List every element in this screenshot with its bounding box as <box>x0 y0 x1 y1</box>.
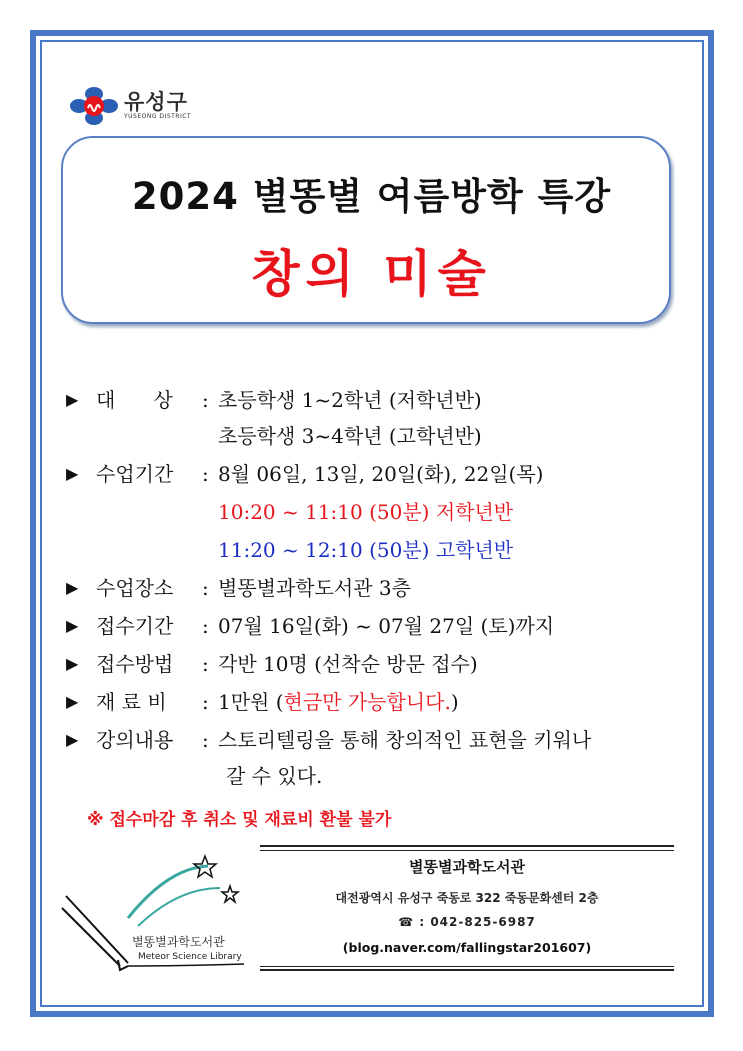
logo-korean-text: 유성구 <box>124 90 188 114</box>
library-phone: ☎ : 042-825-6987 <box>398 915 536 929</box>
page-subtitle: 창의 미술 <box>251 245 492 303</box>
reception-method-label: 접수방법 <box>96 652 174 676</box>
fee-value-cash-only: 현금만 가능합니다. <box>283 690 451 714</box>
fee-label: 재 료 비 <box>96 690 167 714</box>
yuseong-emblem-icon <box>70 86 118 126</box>
period-dates: 8월 06일, 13일, 20일(화), 22일(목) <box>218 462 544 486</box>
logo-english-text: YUSEONG DISTRICT <box>124 113 192 120</box>
place-sep: : <box>202 576 209 600</box>
info-row-target-2 <box>66 419 706 453</box>
rule-top-thick <box>260 845 674 847</box>
content-sep: : <box>202 728 209 752</box>
info-row-reception-method <box>66 647 706 681</box>
content-value-1: 스토리텔링을 통해 창의적인 표현을 키워나 <box>218 728 592 752</box>
info-row-target <box>66 383 706 417</box>
info-row-time-low <box>66 495 706 529</box>
rule-bottom-thin <box>260 966 674 967</box>
bullet-arrow-icon: ▶ <box>66 390 79 409</box>
library-name: 별똥별과학도서관 <box>409 858 525 876</box>
library-logo-english: Meteor Science Library <box>138 952 242 962</box>
bullet-arrow-icon: ▶ <box>66 464 79 483</box>
place-label: 수업장소 <box>96 576 174 600</box>
bullet-arrow-icon: ▶ <box>66 692 79 711</box>
reception-period-label: 접수기간 <box>96 614 174 638</box>
bullet-arrow-icon: ▶ <box>66 654 79 673</box>
library-address: 대전광역시 유성구 죽동로 322 죽동문화센터 2층 <box>335 891 599 905</box>
fee-value <box>218 685 459 719</box>
info-row-place <box>66 571 706 605</box>
fee-value-post: ) <box>450 690 459 714</box>
period-time-low: 10:20 ~ 11:10 (50분) 저학년반 <box>218 500 514 524</box>
period-time-high: 11:20 ~ 12:10 (50분) 고학년반 <box>218 538 514 562</box>
info-row-content-2 <box>66 759 706 793</box>
yuseong-logo <box>70 86 191 126</box>
reception-period-value: 07월 16일(화) ~ 07월 27일 (토)까지 <box>218 614 555 638</box>
fee-sep: : <box>202 690 209 714</box>
place-value: 별똥별과학도서관 3층 <box>218 576 411 600</box>
content-value-2: 갈 수 있다. <box>226 764 323 788</box>
reception-method-value: 각반 10명 (선착순 방문 접수) <box>218 652 478 676</box>
bullet-arrow-icon: ▶ <box>66 578 79 597</box>
rule-bottom-thick <box>260 969 674 971</box>
target-label: 대 상 <box>96 388 173 412</box>
target-value-2: 초등학생 3~4학년 (고학년반) <box>218 424 482 448</box>
info-row-fee <box>66 685 706 719</box>
info-row-time-high <box>66 533 706 567</box>
reception-period-sep: : <box>202 614 209 638</box>
bullet-arrow-icon: ▶ <box>66 616 79 635</box>
notice-text: ※ 접수마감 후 취소 및 재료비 환불 불가 <box>87 810 392 830</box>
bullet-arrow-icon: ▶ <box>66 730 79 749</box>
page-title: 2024 별똥별 여름방학 특강 <box>131 175 612 218</box>
content-label: 강의내용 <box>96 728 174 752</box>
period-sep: : <box>202 462 209 486</box>
reception-method-sep: : <box>202 652 209 676</box>
fee-value-pre: 1만원 ( <box>218 690 284 714</box>
info-row-period <box>66 457 706 491</box>
info-row-reception-period <box>66 609 706 643</box>
target-value-1: 초등학생 1~2학년 (저학년반) <box>218 388 482 412</box>
rule-top-thin <box>260 850 674 851</box>
info-row-content <box>66 723 706 757</box>
library-logo-korean: 별똥별과학도서관 <box>132 935 225 949</box>
period-label: 수업기간 <box>96 462 174 486</box>
target-sep: : <box>202 388 209 412</box>
library-blog: (blog.naver.com/fallingstar201607) <box>342 940 592 955</box>
